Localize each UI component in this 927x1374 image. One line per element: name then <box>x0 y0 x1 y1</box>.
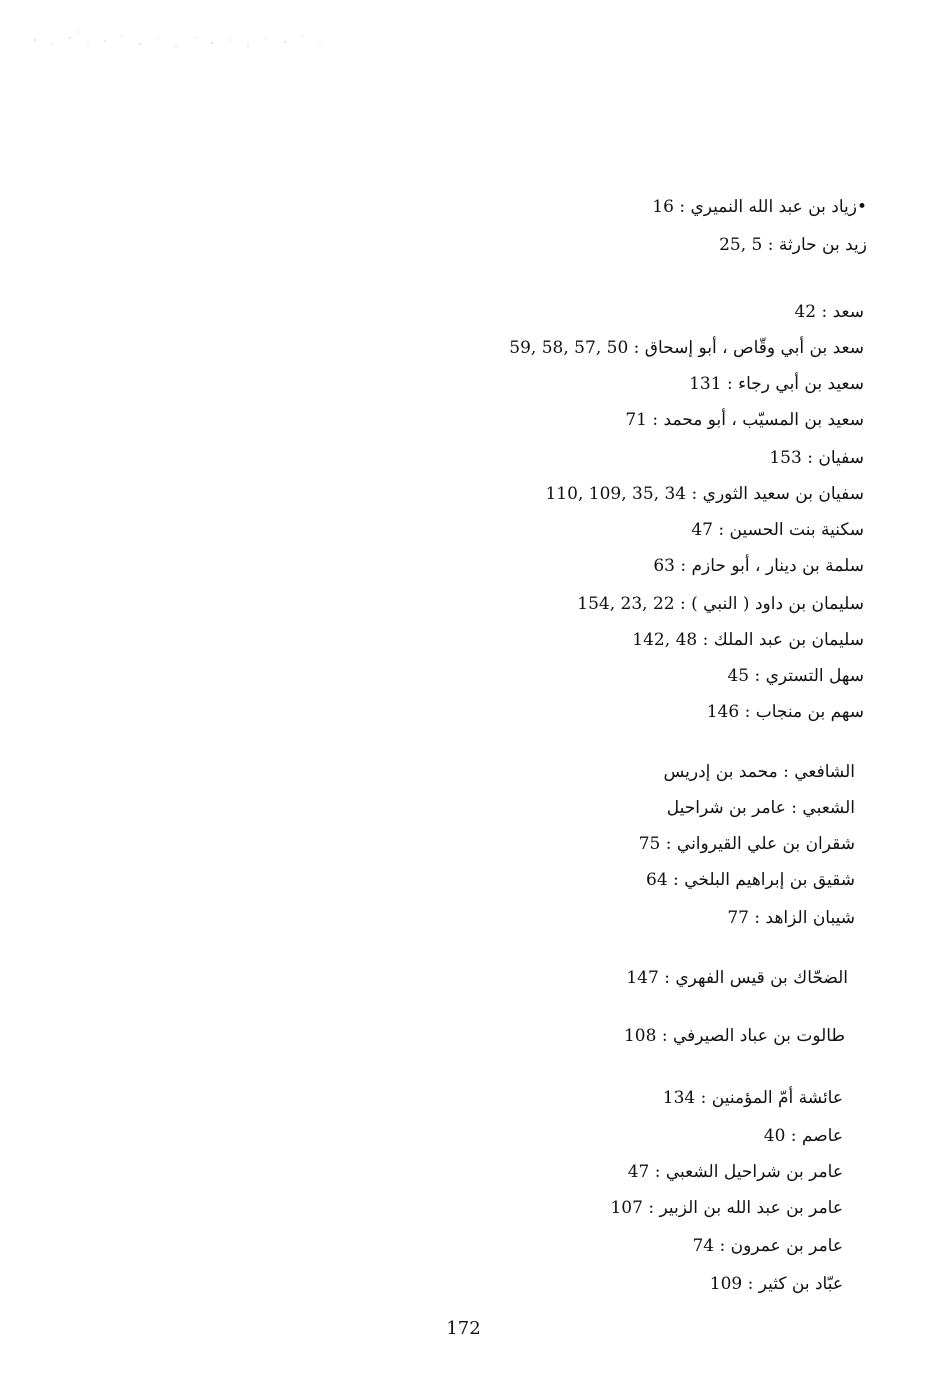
index-entry: سعد بن أبي وقّاص ، أبو إسحاق : 50 ,57 ,58 ,59 <box>509 338 864 358</box>
index-entry: عبّاد بن كثير : 109 <box>709 1274 843 1294</box>
index-entry: الشعبي : عامر بن شراحيل <box>666 798 855 818</box>
index-entry: سهم بن منجاب : 146 <box>706 702 864 722</box>
index-entry: •زياد بن عبد الله النميري : 16 <box>652 197 867 217</box>
index-entry: سليمان بن عبد الملك : 48 ,142 <box>632 630 864 650</box>
index-entry: شقيق بن إبراهيم البلخي : 64 <box>646 870 855 890</box>
index-entry: طالوت بن عباد الصيرفي : 108 <box>623 1026 845 1046</box>
index-entry: سعيد بن المسيّب ، أبو محمد : 71 <box>625 410 864 430</box>
index-entry: سليمان بن داود ( النبي ) : 22 ,23 ,154 <box>577 594 864 614</box>
index-entry: عاصم : 40 <box>763 1126 843 1146</box>
index-entry: سفيان : 153 <box>769 448 864 468</box>
index-entry: شيبان الزاهد : 77 <box>727 908 855 928</box>
index-entry: الضحّاك بن قيس الفهري : 147 <box>626 968 848 988</box>
page-number: 172 <box>446 1318 481 1339</box>
index-entry: شقران بن علي القيرواني : 75 <box>638 834 855 854</box>
index-entry: سعيد بن أبي رجاء : 131 <box>689 374 864 394</box>
index-entry: زيد بن حارثة : 5 ,25 <box>719 235 867 255</box>
index-entry: عامر بن عمرون : 74 <box>692 1236 843 1256</box>
index-entry: سكنية بنت الحسين : 47 <box>691 520 864 540</box>
index-entry: سلمة بن دينار ، أبو حازم : 63 <box>653 556 864 576</box>
index-entry: سفيان بن سعيد الثوري : 34 ,35 ,109 ,110 <box>545 484 864 504</box>
index-entry: سعد : 42 <box>794 302 864 322</box>
index-entry: الشافعي : محمد بن إدريس <box>663 762 855 782</box>
index-entry: عامر بن عبد الله بن الزبير : 107 <box>610 1198 843 1218</box>
index-entry: عامر بن شراحيل الشعبي : 47 <box>627 1162 843 1182</box>
scan-noise <box>30 30 330 52</box>
index-entry: سهل التستري : 45 <box>727 666 864 686</box>
index-entry: عائشة أمّ المؤمنين : 134 <box>662 1088 843 1108</box>
